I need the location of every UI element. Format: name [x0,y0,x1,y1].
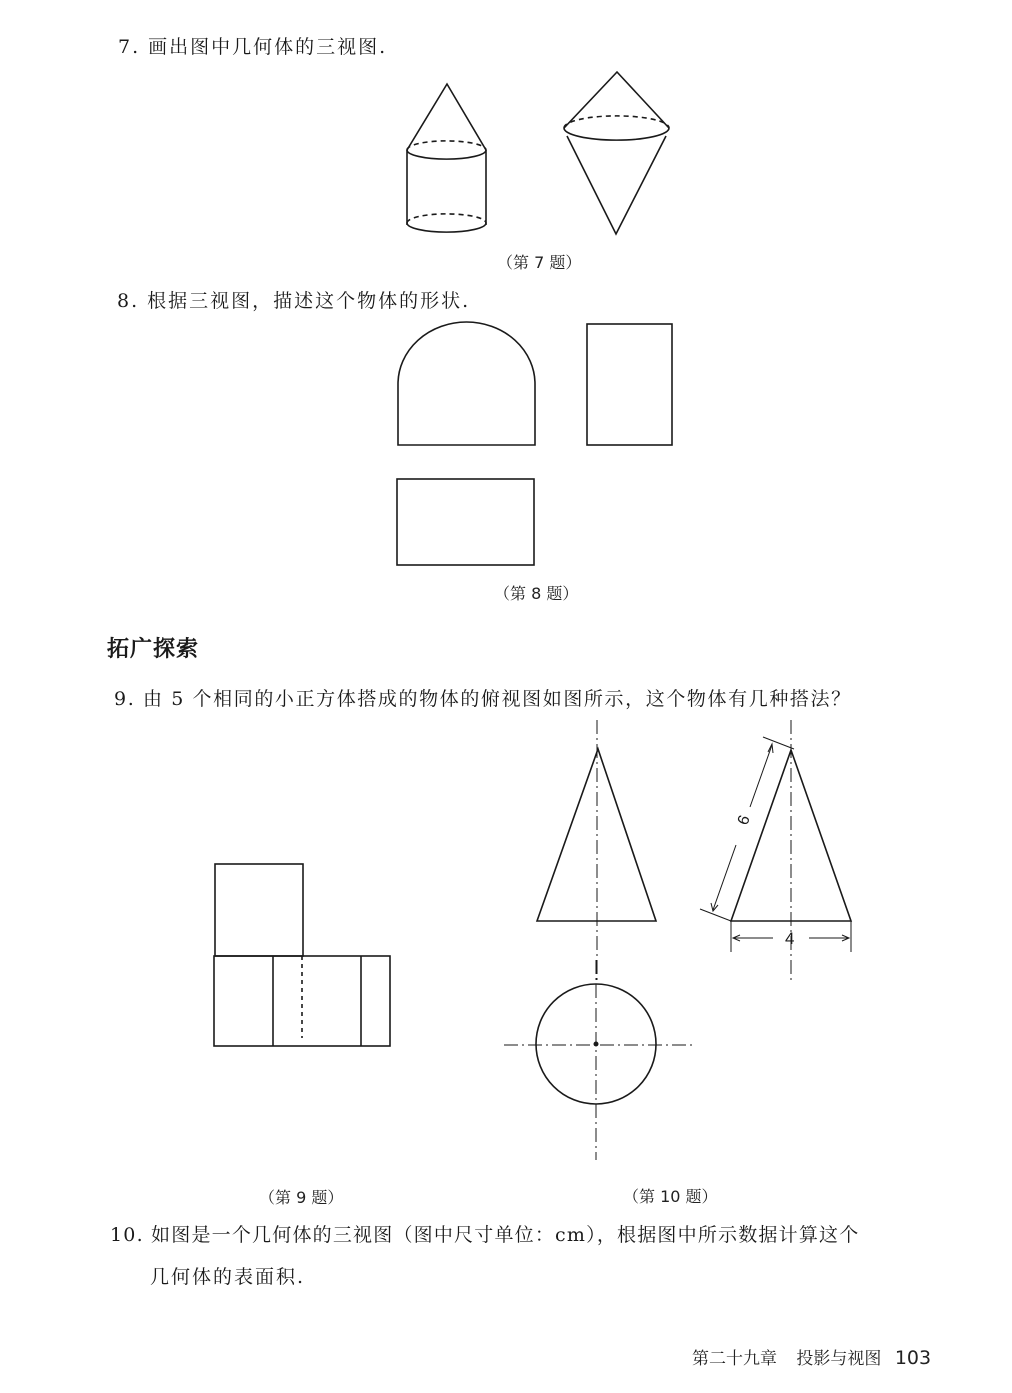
problem-7-text: 7. 画出图中几何体的三视图. [118,36,388,58]
footer-chapter: 第二十九章 [692,1349,777,1369]
page-footer [692,1344,931,1369]
cylinder-cone-figure [407,84,486,232]
problem-10-top-view [504,960,696,1160]
top-view-rect [397,479,534,565]
problem-9-top-view [214,864,390,1046]
problem-10-side-view [700,720,851,980]
problem-10-text-line1: 10. 如图是一个几何体的三视图（图中尺寸单位：cm），根据图中所示数据计算这个 [110,1224,860,1246]
double-cone-figure [564,72,669,234]
section-title: 拓广探索 [107,637,200,662]
side-view-rect [587,324,672,445]
problem-9-caption: （第 9 题） [259,1188,344,1207]
page-number: 103 [894,1347,932,1369]
footer-title: 投影与视图 [796,1349,882,1369]
problem-7-caption: （第 7 题） [497,253,582,272]
problem-9-text: 9. 由 5 个相同的小正方体搭成的物体的俯视图如图所示，这个物体有几种搭法？ [114,688,852,710]
dim-base-label: 4 [785,929,795,948]
problem-10-text-line2: 几何体的表面积. [150,1266,306,1288]
center-point [594,1042,599,1047]
dim-slant-label: 6 [734,813,754,828]
problem-8-caption: （第 8 题） [494,584,579,603]
front-view-arch [398,322,535,445]
problem-8-three-views [397,322,672,565]
problem-10-caption: （第 10 题） [623,1187,718,1206]
problem-10-front-view [537,720,656,980]
problem-8-text: 8. 根据三视图，描述这个物体的形状. [117,290,471,312]
